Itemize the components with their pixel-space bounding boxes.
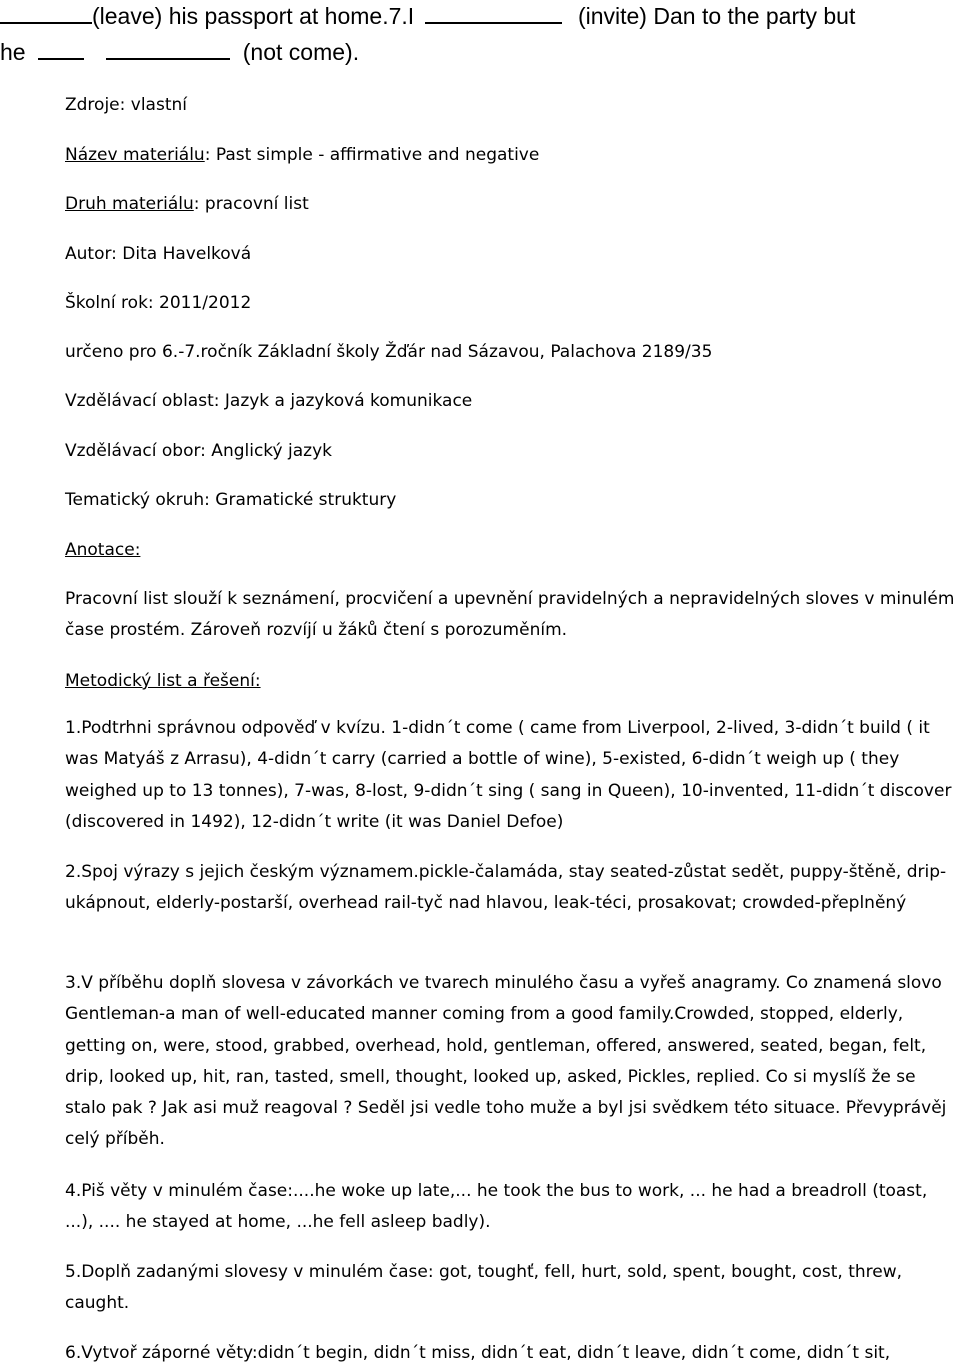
material-name-label: Název materiálu [65, 145, 205, 165]
solution-paragraph-1: 1.Podtrhni správnou odpověď v kvízu. 1-didn´t come ( came from Liverpool, 2-lived, 3-didn´t build ( it was Matyáš z Arrasu), 4-didn´t carry (carried a bottle of wine), 5-existed, 6-didn´t weigh up ( they weighed up to 13 tonnes), 7-was, 8-lost, 9-didn´t sing ( sang in Queen), 10-invented, 11-didn´t discover (discovered in 1492), 12-didn´t write (it was Daniel Defoe) [65, 718, 952, 832]
answer-blank [425, 0, 562, 24]
thematic-area-line: Tematický okruh: Gramatické struktury [65, 490, 397, 510]
exercise-text: (not come). [242, 39, 360, 65]
material-name-value: : Past simple - affirmative and negative [204, 145, 540, 165]
annotation-heading: Anotace: [65, 540, 141, 560]
solution-paragraph-5: 5.Doplň zadanými slovesy v minulém čase: got, toughť, fell, hurt, sold, spent, bought, cost, threw, caught. [65, 1262, 903, 1314]
answer-blank [106, 36, 230, 60]
exercise-text: (leave) his passport at home.7.I [92, 3, 415, 29]
methodical-sheet-heading: Metodický list a řešení: [65, 671, 261, 691]
exercise-tail-line-2 [0, 36, 359, 67]
solution-paragraph-6: 6.Vytvoř záporné věty:didn´t begin, didn´t miss, didn´t eat, didn´t leave, didn´t come, didn´t sit, [65, 1343, 891, 1363]
author-line: Autor: Dita Havelková [65, 244, 252, 264]
source-line: Zdroje: vlastní [65, 95, 187, 115]
annotation-text: Pracovní list slouží k seznámení, procvičení a upevnění pravidelných a nepravidelných sloves v minulém čase prostém. Zároveň rozvíjí u žáků čtení s porozuměním. [65, 589, 955, 640]
intended-for-line: určeno pro 6.-7.ročník Základní školy Žďár nad Sázavou, Palachova 2189/35 [65, 342, 713, 362]
exercise-text: he [0, 39, 26, 65]
education-area-line: Vzdělávací oblast: Jazyk a jazyková komunikace [65, 391, 473, 411]
material-type-value: : pracovní list [193, 194, 309, 214]
education-field-line: Vzdělávací obor: Anglický jazyk [65, 441, 332, 461]
material-name-line [65, 144, 539, 166]
exercise-text: (invite) Dan to the party but [577, 3, 856, 29]
answer-blank [0, 0, 92, 24]
solution-paragraph-4: 4.Piš věty v minulém čase:....he woke up late,... he took the bus to work, ... he had a breadroll (toast, ...), .... he stayed at home, ...he fell asleep badly). [65, 1181, 928, 1233]
school-year-line: Školní rok: 2011/2012 [65, 293, 252, 313]
material-type-line [65, 193, 309, 215]
exercise-tail-line-1 [0, 0, 855, 31]
solution-paragraph-2: 2.Spoj výrazy s jejich českým významem.pickle-čalamáda, stay seated-zůstat sedět, puppy-štěně, drip-ukápnout, elderly-postarší, overhead rail-tyč nad hlavou, leak-téci, prosakovat; crowded-přeplněný [65, 862, 947, 914]
material-type-label: Druh materiálu [65, 194, 194, 214]
solution-paragraph-3: 3.V příběhu doplň slovesa v závorkách ve tvarech minulého času a vyřeš anagramy. Co znamená slovo Gentleman-a man of well-educated manner coming from a good family.Crowded, stopped, elderly, getting on, were, stood, grabbed, overhead, hold, gentleman, offered, answered, seated, began, felt, drip, looked up, hit, ran, tasted, smell, thought, looked up, asked, Pickles, replied. Co si myslíš že se stalo pak ? Jak asi muž reagoval ? Seděl jsi vedle toho muže a byl jsi svědkem této situace. Převyprávěj celý příběh. [65, 973, 947, 1150]
answer-blank [38, 36, 84, 60]
